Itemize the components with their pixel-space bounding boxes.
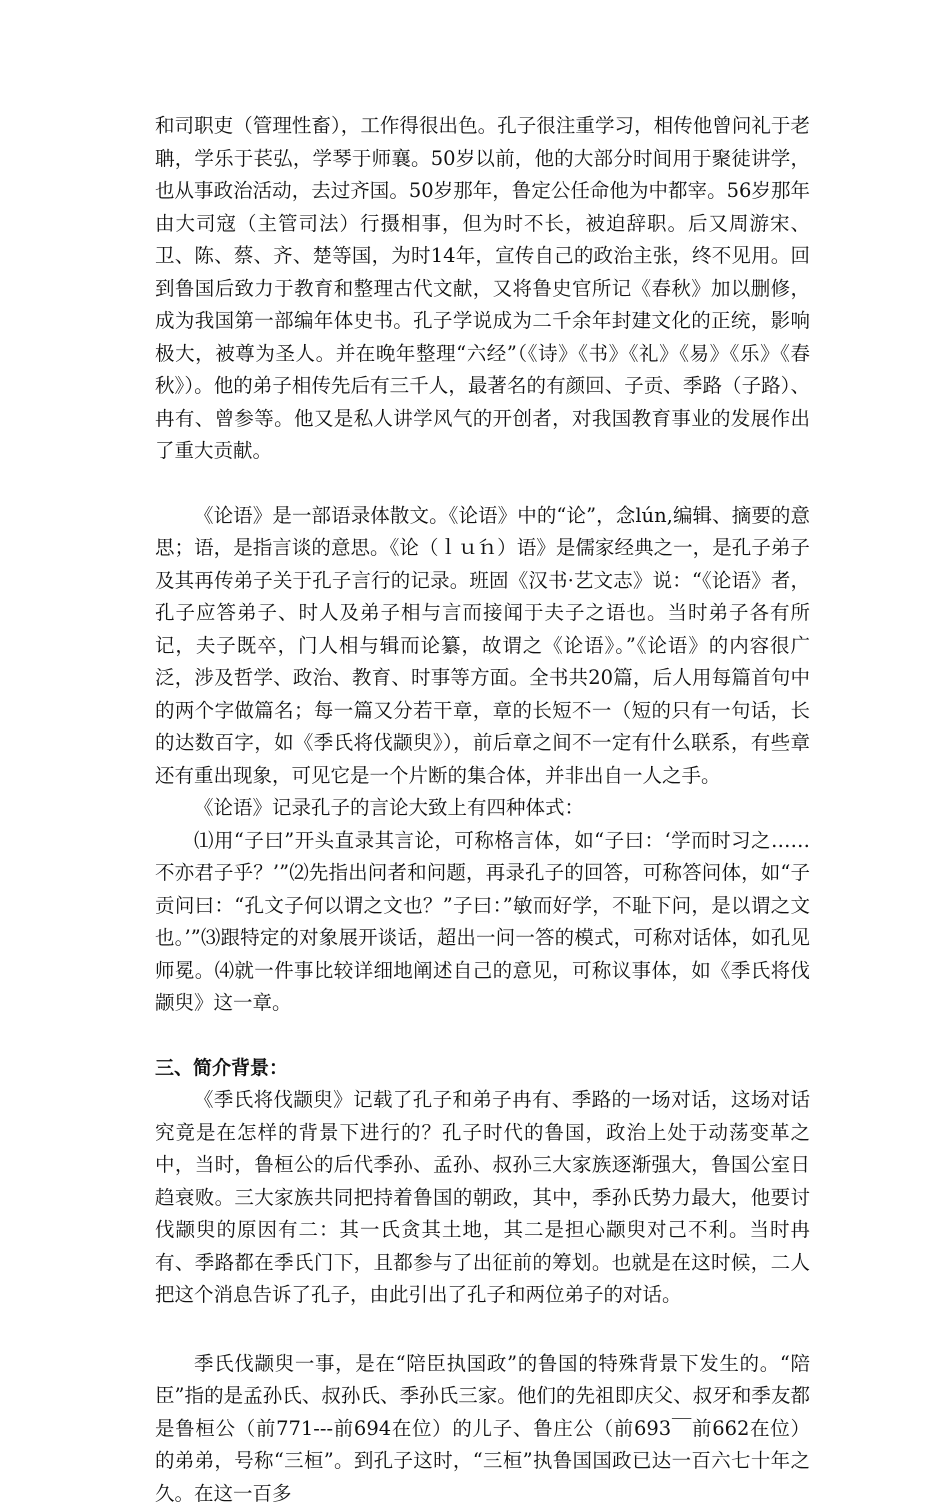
document-body bbox=[155, 110, 810, 1510]
paragraph-spacer bbox=[155, 1312, 810, 1348]
paragraph-peichen-background: 季氏伐颛臾一事，是在“陪臣执国政”的鲁国的特殊背景下发生的。“陪臣”指的是孟孙氏、叔孙氏、季孙氏三家。他们的先祖即庆父、叔牙和季友都是鲁桓公（前771---前694在位）的儿子、鲁庄公（前693￣前662在位）的弟弟，号称“三桓”。到孔子这时，“三桓”执鲁国国政已达一百六七十年之久。在这一百多 bbox=[155, 1348, 810, 1510]
paragraph-lunyu-introduction: 《论语》是一部语录体散文。《论语》中的“论”，念lún,编辑、摘要的意思；语，是指言谈的意思。《论（ｌｕ́ｎ）语》是儒家经典之一，是孔子弟子及其再传弟子关于孔子言行的记录。班固《汉书·艺文志》说：“《论语》者，孔子应答弟子、时人及弟子相与言而接闻于夫子之语也。当时弟子各有所记，夫子既卒，门人相与辑而论纂，故谓之《论语》。”《论语》的内容很广泛，涉及哲学、政治、教育、时事等方面。全书共20篇，后人用每篇首句中的两个字做篇名；每一篇又分若干章，章的长短不一（短的只有一句话，长的达数百字，如《季氏将伐颛臾》），前后章之间不一定有什么联系，有些章还有重出现象，可见它是一个片断的集合体，并非出自一人之手。 bbox=[155, 500, 810, 793]
paragraph-confucius-biography: 和司职吏（管理性畜），工作得很出色。孔子很注重学习，相传他曾问礼于老聃，学乐于苌弘，学琴于师襄。50岁以前，他的大部分时间用于聚徒讲学，也从事政治活动，去过齐国。50岁那年，鲁定公任命他为中都宰。56岁那年由大司寇（主管司法）行摄相事，但为时不长，被迫辞职。后又周游宋、卫、陈、蔡、齐、楚等国，为时14年，宣传自己的政治主张，终不见用。回到鲁国后致力于教育和整理古代文献，又将鲁史官所记《春秋》加以删修，成为我国第一部编年体史书。孔子学说成为二千余年封建文化的正统，影响极大，被尊为圣人。并在晚年整理“六经”（《诗》《书》《礼》《易》《乐》《春秋》）。他的弟子相传先后有三千人，最著名的有颜回、子贡、季路（子路）、冉有、曾参等。他又是私人讲学风气的开创者，对我国教育事业的发展作出了重大贡献。 bbox=[155, 110, 810, 468]
section-heading-background: 三、简介背景： bbox=[155, 1052, 810, 1085]
paragraph-spacer bbox=[155, 1020, 810, 1052]
paragraph-lunyu-four-forms: ⑴用“子曰”开头直录其言论，可称格言体，如“子曰：‘学而时习之……不亦君子乎？’”⑵先指出问者和问题，再录孔子的回答，可称答问体，如“子贡问曰：“孔文子何以谓之文也？”子曰：”敏而好学，不耻下问，是以谓之文也。’”⑶跟特定的对象展开谈话，超出一问一答的模式，可称对话体，如孔见师冕。⑷就一件事比较详细地阐述自己的意见，可称议事体，如《季氏将伐颛臾》这一章。 bbox=[155, 825, 810, 1020]
paragraph-spacer bbox=[155, 468, 810, 500]
paragraph-background-dialogue: 《季氏将伐颛臾》记载了孔子和弟子冉有、季路的一场对话，这场对话究竟是在怎样的背景下进行的？孔子时代的鲁国，政治上处于动荡变革之中，当时，鲁桓公的后代季孙、孟孙、叔孙三大家族逐渐强大，鲁国公室日趋衰败。三大家族共同把持着鲁国的朝政，其中，季孙氏势力最大，他要讨伐颛臾的原因有二：其一氏贪其土地，其二是担心颛臾对己不利。当时冉有、季路都在季氏门下，且都参与了出征前的筹划。也就是在这时候，二人把这个消息告诉了孔子，由此引出了孔子和两位弟子的对话。 bbox=[155, 1084, 810, 1312]
paragraph-lunyu-forms-intro: 《论语》记录孔子的言论大致上有四种体式： bbox=[155, 792, 810, 825]
